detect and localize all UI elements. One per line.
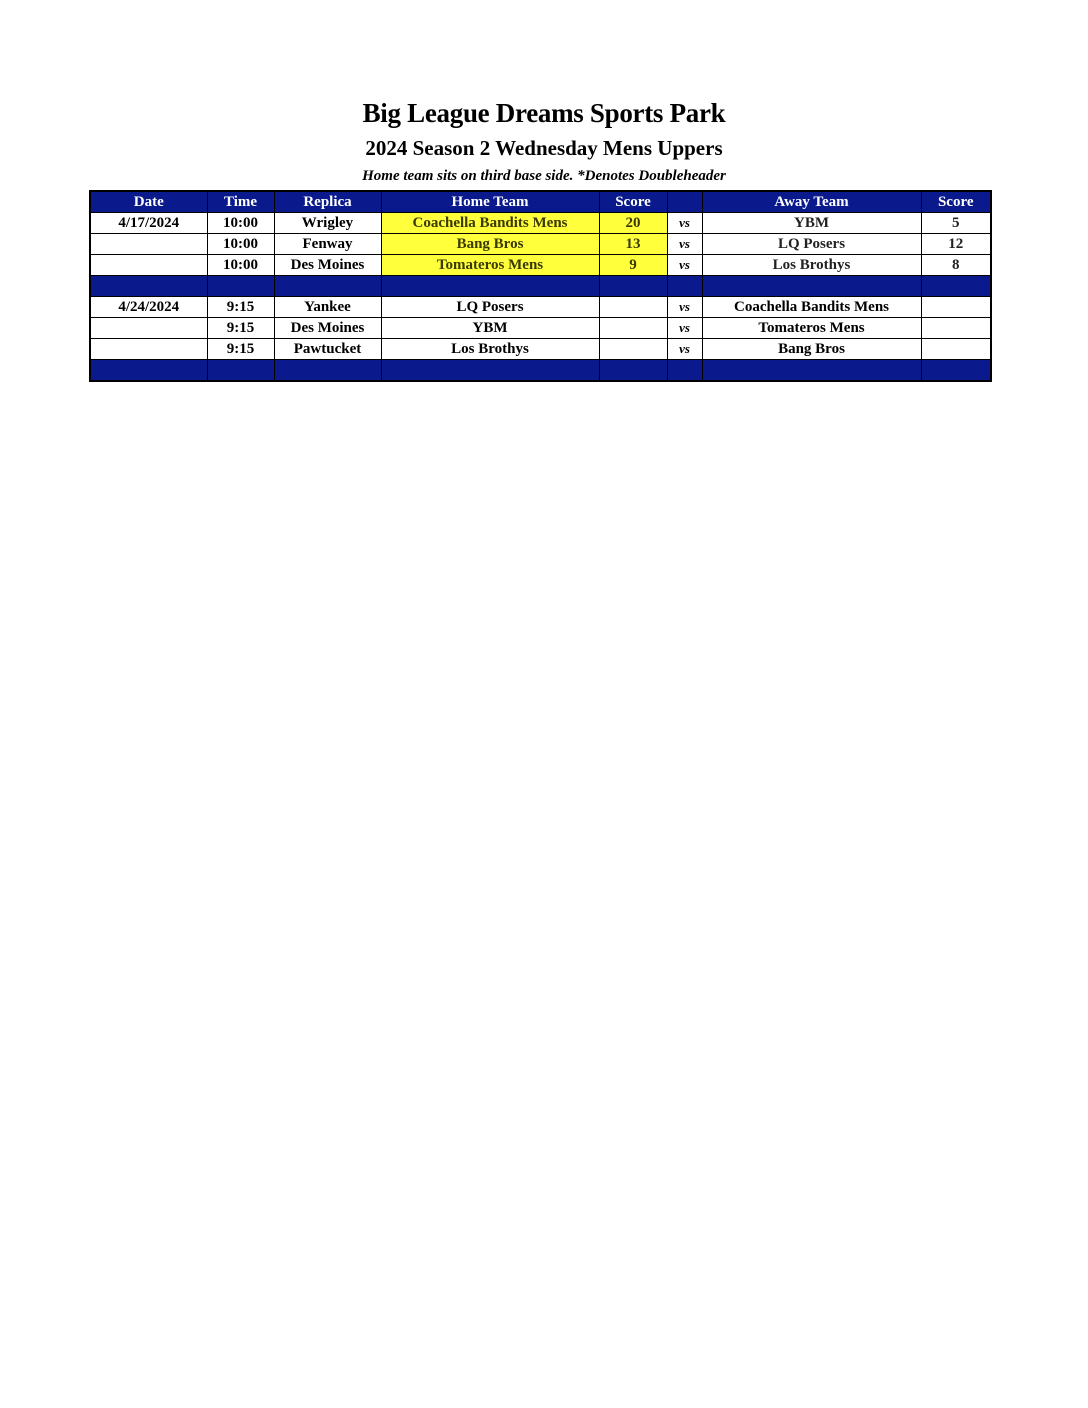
cell-time: 9:15 [207, 297, 274, 318]
cell-away-score [921, 297, 991, 318]
cell-vs: vs [667, 339, 702, 360]
cell-away-team: Bang Bros [702, 339, 921, 360]
cell-home-team: Bang Bros [381, 234, 599, 255]
cell-home-score: 20 [599, 213, 667, 234]
col-header-time: Time [207, 191, 274, 213]
table-row [90, 339, 991, 360]
cell-date [90, 234, 207, 255]
col-header-replica: Replica [274, 191, 381, 213]
cell-home-score [599, 339, 667, 360]
page-subtitle: 2024 Season 2 Wednesday Mens Uppers [365, 136, 723, 160]
cell-replica: Des Moines [274, 318, 381, 339]
cell-home-team: Los Brothys [381, 339, 599, 360]
cell-replica: Pawtucket [274, 339, 381, 360]
cell-vs: vs [667, 318, 702, 339]
col-header-away-team: Away Team [702, 191, 921, 213]
col-header-away-score: Score [921, 191, 991, 213]
table-row [90, 255, 991, 276]
col-header-home-score: Score [599, 191, 667, 213]
table-header-row [90, 191, 991, 213]
col-header-vs [667, 191, 702, 213]
cell-replica: Wrigley [274, 213, 381, 234]
cell-time: 10:00 [207, 213, 274, 234]
cell-away-score: 5 [921, 213, 991, 234]
col-header-date: Date [90, 191, 207, 213]
cell-home-score: 13 [599, 234, 667, 255]
schedule-note: Home team sits on third base side. *Denotes Doubleheader [362, 168, 726, 184]
cell-away-team: Coachella Bandits Mens [702, 297, 921, 318]
col-header-home-team: Home Team [381, 191, 599, 213]
cell-home-score [599, 297, 667, 318]
table-row [90, 213, 991, 234]
cell-home-team: Coachella Bandits Mens [381, 213, 599, 234]
page-title: Big League Dreams Sports Park [362, 98, 726, 128]
cell-away-score: 12 [921, 234, 991, 255]
cell-away-team: YBM [702, 213, 921, 234]
cell-date: 4/17/2024 [90, 213, 207, 234]
cell-home-team: LQ Posers [381, 297, 599, 318]
cell-vs: vs [667, 234, 702, 255]
cell-home-team: YBM [381, 318, 599, 339]
cell-home-score: 9 [599, 255, 667, 276]
cell-away-score [921, 339, 991, 360]
cell-time: 9:15 [207, 339, 274, 360]
cell-date: 4/24/2024 [90, 297, 207, 318]
cell-time: 10:00 [207, 255, 274, 276]
separator-row [90, 276, 991, 297]
cell-replica: Yankee [274, 297, 381, 318]
table-row [90, 234, 991, 255]
cell-away-score [921, 318, 991, 339]
table-row [90, 297, 991, 318]
cell-replica: Des Moines [274, 255, 381, 276]
cell-date [90, 255, 207, 276]
separator-row [90, 360, 991, 382]
cell-replica: Fenway [274, 234, 381, 255]
cell-vs: vs [667, 255, 702, 276]
table-row [90, 318, 991, 339]
cell-time: 10:00 [207, 234, 274, 255]
cell-away-team: Tomateros Mens [702, 318, 921, 339]
cell-home-score [599, 318, 667, 339]
cell-date [90, 339, 207, 360]
cell-time: 9:15 [207, 318, 274, 339]
schedule-table [89, 190, 992, 382]
cell-away-score: 8 [921, 255, 991, 276]
cell-vs: vs [667, 213, 702, 234]
cell-home-team: Tomateros Mens [381, 255, 599, 276]
cell-vs: vs [667, 297, 702, 318]
cell-date [90, 318, 207, 339]
cell-away-team: Los Brothys [702, 255, 921, 276]
cell-away-team: LQ Posers [702, 234, 921, 255]
